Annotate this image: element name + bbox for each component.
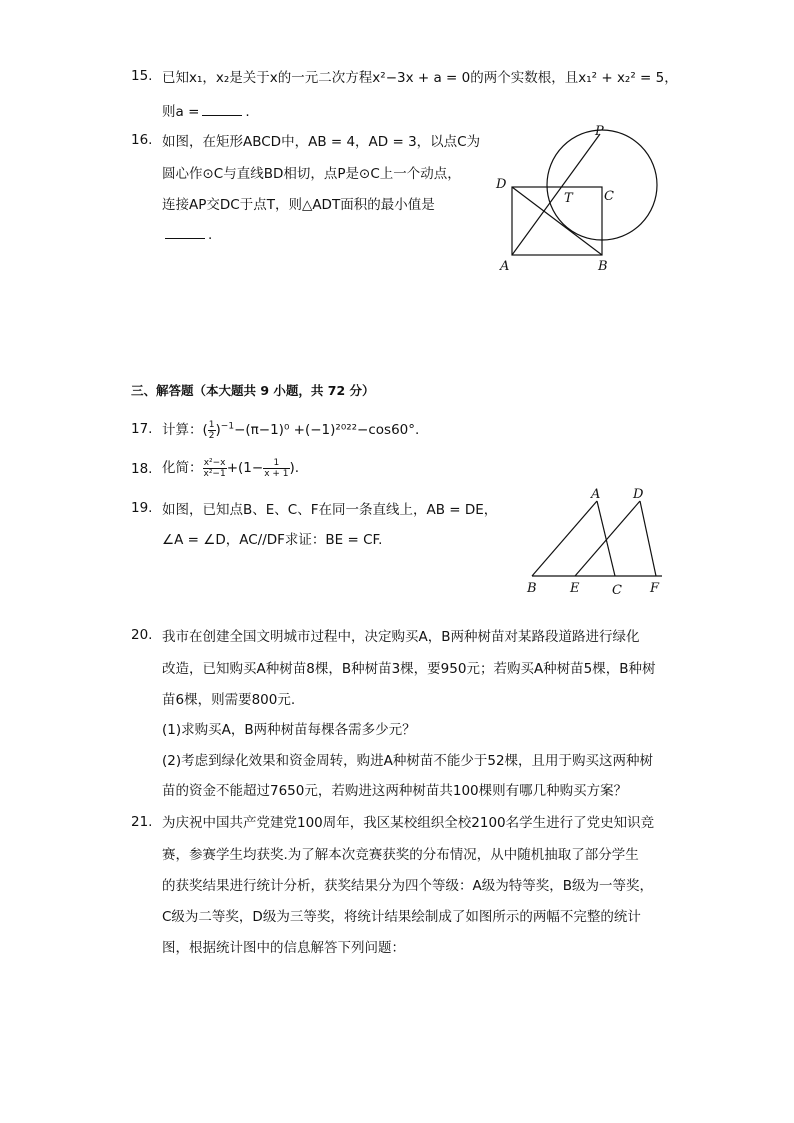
q15-line2 bbox=[162, 100, 250, 120]
q20-part2-line2: 苗的资金不能超过7650元，若购进这两种树苗共100棵则有哪几种购买方案？ bbox=[162, 783, 628, 799]
q16-number: 16. bbox=[131, 132, 153, 148]
fraction-1: $\frac{\text{x²−x}}{\text{x²−1}}$ bbox=[203, 457, 226, 479]
q18-number: 18. bbox=[131, 461, 153, 477]
q16-figure bbox=[490, 118, 670, 278]
q19-line1: 如图，已知点B、E、C、F在同一条直线上，AB = DE， bbox=[162, 502, 498, 518]
line-ac bbox=[597, 501, 615, 576]
label-a: A bbox=[500, 259, 510, 274]
q15-line1: 已知x₁，x₂是关于x的一元二次方程x²−3x + a = 0的两个实数根，且x₁² + x₂² = 5， bbox=[162, 70, 678, 86]
label-p: P bbox=[595, 124, 604, 139]
q19-number: 19. bbox=[131, 500, 153, 516]
fraction-half: $\frac{1}{2}$ bbox=[208, 419, 215, 441]
q21-line5: 图，根据统计图中的信息解答下列问题： bbox=[162, 940, 405, 956]
q20-line3: 苗6棵，则需要800元. bbox=[162, 692, 296, 708]
q16-line4 bbox=[162, 227, 212, 243]
label-b: B bbox=[527, 581, 537, 596]
q17-expression: −(π−1)⁰ +(−1)²⁰²²−cos60°. bbox=[234, 422, 420, 438]
label-e: E bbox=[570, 581, 580, 596]
q16-line1: 如图，在矩形ABCD中，AB = 4，AD = 3，以点C为 bbox=[162, 134, 481, 150]
q20-part2-line1: (2)考虑到绿化效果和资金周转，购进A种树苗不能少于52棵，且用于购买这两种树 bbox=[162, 753, 654, 769]
answer-blank bbox=[165, 228, 205, 239]
q21-line4: C级为二等奖，D级为三等奖，将统计结果绘制成了如图所示的两幅不完整的统计 bbox=[162, 909, 641, 925]
section-heading: 三、解答题（本大题共 9 小题，共 72 分） bbox=[131, 383, 375, 398]
line-ap bbox=[512, 134, 600, 255]
label-d: D bbox=[633, 487, 644, 502]
label-f: F bbox=[650, 581, 660, 596]
line-ab bbox=[532, 501, 597, 576]
q20-line1: 我市在创建全国文明城市过程中，决定购买A，B两种树苗对某路段道路进行绿化 bbox=[162, 629, 640, 645]
q20-part1: (1)求购买A，B两种树苗每棵各需多少元？ bbox=[162, 722, 416, 738]
label-t: T bbox=[564, 191, 573, 206]
q17-prefix: 计算： bbox=[162, 422, 203, 438]
q16-period: . bbox=[208, 227, 213, 243]
q15-line2-b: . bbox=[245, 104, 250, 120]
q20-line2: 改造，已知购买A种树苗8棵，B种树苗3棵，要950元；若购买A种树苗5棵，B种树 bbox=[162, 661, 656, 677]
q15-number: 15. bbox=[131, 68, 153, 84]
label-d: D bbox=[496, 177, 507, 192]
line-de bbox=[575, 501, 640, 576]
label-c: C bbox=[612, 583, 622, 598]
q21-line2: 赛，参赛学生均获奖.为了解本次竞赛获奖的分布情况，从中随机抽取了部分学生 bbox=[162, 847, 639, 863]
q19-line2: ∠A = ∠D，AC//DF求证：BE = CF. bbox=[162, 532, 383, 548]
q16-line3: 连接AP交DC于点T，则△ADT面积的最小值是 bbox=[162, 197, 435, 213]
q21-number: 21. bbox=[131, 814, 153, 830]
label-b: B bbox=[598, 259, 608, 274]
answer-blank bbox=[202, 105, 242, 116]
q18-expression: +(1− bbox=[226, 460, 264, 476]
q21-line1: 为庆祝中国共产党建党100周年，我区某校组织全校2100名学生进行了党史知识竞 bbox=[162, 815, 655, 831]
q20-number: 20. bbox=[131, 627, 153, 643]
label-c: C bbox=[604, 189, 614, 204]
line-df bbox=[640, 501, 656, 576]
q21-line3: 的获奖结果进行统计分析，获奖结果分为四个等级：A级为特等奖，B级为一等奖， bbox=[162, 878, 653, 894]
q18-expression-end: ). bbox=[289, 460, 300, 476]
line-bd bbox=[512, 187, 602, 255]
q17-number: 17. bbox=[131, 421, 153, 437]
label-a: A bbox=[591, 487, 601, 502]
q17-line: 计算：( $\frac{1}{2}$ )$^{-1}$−(π−1)⁰ +(−1)²⁰²²−cos60°. bbox=[162, 419, 420, 441]
q18-prefix: 化简： bbox=[162, 460, 203, 476]
q15-line2-a: 则a = bbox=[162, 104, 200, 120]
q18-line bbox=[162, 456, 299, 479]
q19-figure bbox=[520, 484, 670, 600]
q16-line2: 圆心作⊙C与直线BD相切，点P是⊙C上一个动点， bbox=[162, 166, 461, 182]
fraction-2: $\frac{1}{x + 1}$ bbox=[264, 457, 289, 479]
